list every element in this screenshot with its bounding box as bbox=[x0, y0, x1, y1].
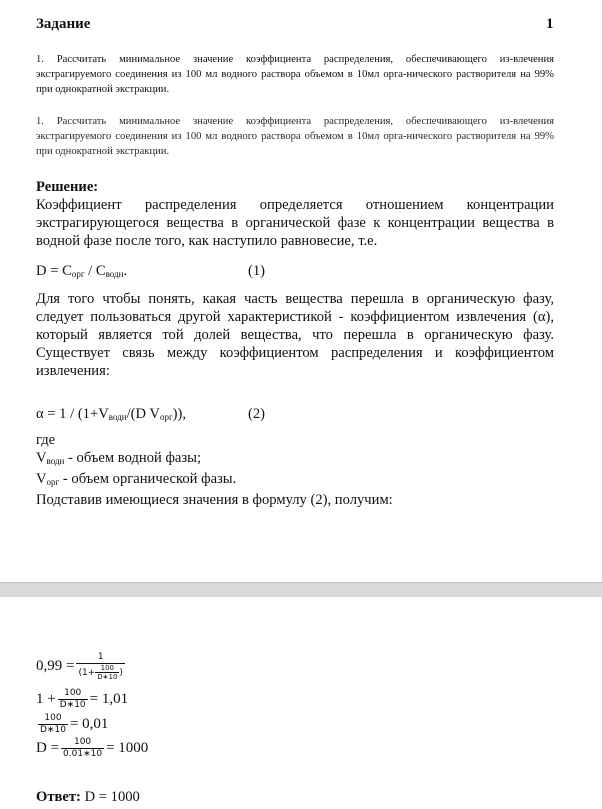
definition-organic-volume: $V_{орг}$ - объем органической фазы. bbox=[36, 471, 237, 487]
answer-value: D = 1000 bbox=[84, 789, 140, 805]
fraction: 1 (1+ $\frac{100}{D∗10}$ ) bbox=[78, 652, 123, 681]
equation-line-3: $\frac{100}{D∗10}$ = 0,01 bbox=[40, 713, 109, 735]
page-number: 1 bbox=[546, 16, 554, 32]
substitute-text: Подставив имеющиеся значения в формулу (2), получим: bbox=[36, 492, 393, 508]
paragraph-distribution-coefficient: Коэффициент распределения определяется отношением концентрации экстрагирующегося вещества в органической фазе к концентрации вещества в водной фазе после того, как наступило равновесие, т.е. bbox=[36, 197, 554, 249]
equation-line-4: D = $\frac{100}{0.01∗10}$ = 1000 bbox=[36, 737, 149, 759]
page-separator bbox=[0, 582, 603, 598]
equation-line-1: 0,99 = 1 (1+ $\frac{100}{D∗10}$ ) bbox=[36, 652, 123, 681]
task-text: 1. Рассчитать минимальное значение коэффициента распределения, обеспечивающего из-влечения экстрагируемого соединения из 100 мл водного раствора объемом в 10мл орга-нического растворителя на 99% при однократной экстракции. bbox=[36, 54, 554, 95]
definitions bbox=[36, 431, 554, 509]
task-text-copy: 1. Рассчитать минимальное значение коэффициента распределения, обеспечивающего из-влечения экстрагируемого соединения из 100 мл водного раствора объемом в 10мл орга-нического растворителя на 99% при однократной экстракции. bbox=[36, 116, 554, 157]
paragraph-extraction-coefficient: Для того чтобы понять, какая часть вещества перешла в органическую фазу, следует пользоваться другой характеристикой - коэффициентом извлечения (α), который является той долей вещества, что перешла в органическую фазу. Существует связь между коэффициентом распределения и коэффициентом извлечения: bbox=[36, 291, 554, 379]
answer bbox=[36, 789, 140, 806]
formula-2: $\alpha = 1 / (1+V_{водн}/(D$ $V_{орг}$)), (2) bbox=[36, 406, 266, 422]
formula-2-number: (2) bbox=[248, 406, 266, 422]
formula-1: $D = C_{орг} / C_{водн}$. (1) bbox=[36, 263, 266, 279]
definition-water-volume: $V_{водн}$ - объем водной фазы; bbox=[36, 450, 202, 466]
equation-line-2: 1 + $\frac{100}{D∗10}$ = 1,01 bbox=[36, 688, 129, 710]
answer-label: Ответ: bbox=[36, 789, 81, 805]
fraction: $\frac{100}{D∗10}$ bbox=[40, 713, 66, 735]
fraction: $\frac{100}{D∗10}$ bbox=[59, 688, 86, 710]
where-label: где bbox=[36, 432, 56, 448]
formula-1-number: (1) bbox=[248, 263, 266, 279]
fraction: $\frac{100}{0.01∗10}$ bbox=[63, 737, 103, 759]
solution-title: Решение: bbox=[36, 179, 99, 195]
page-heading: Задание bbox=[36, 16, 91, 32]
